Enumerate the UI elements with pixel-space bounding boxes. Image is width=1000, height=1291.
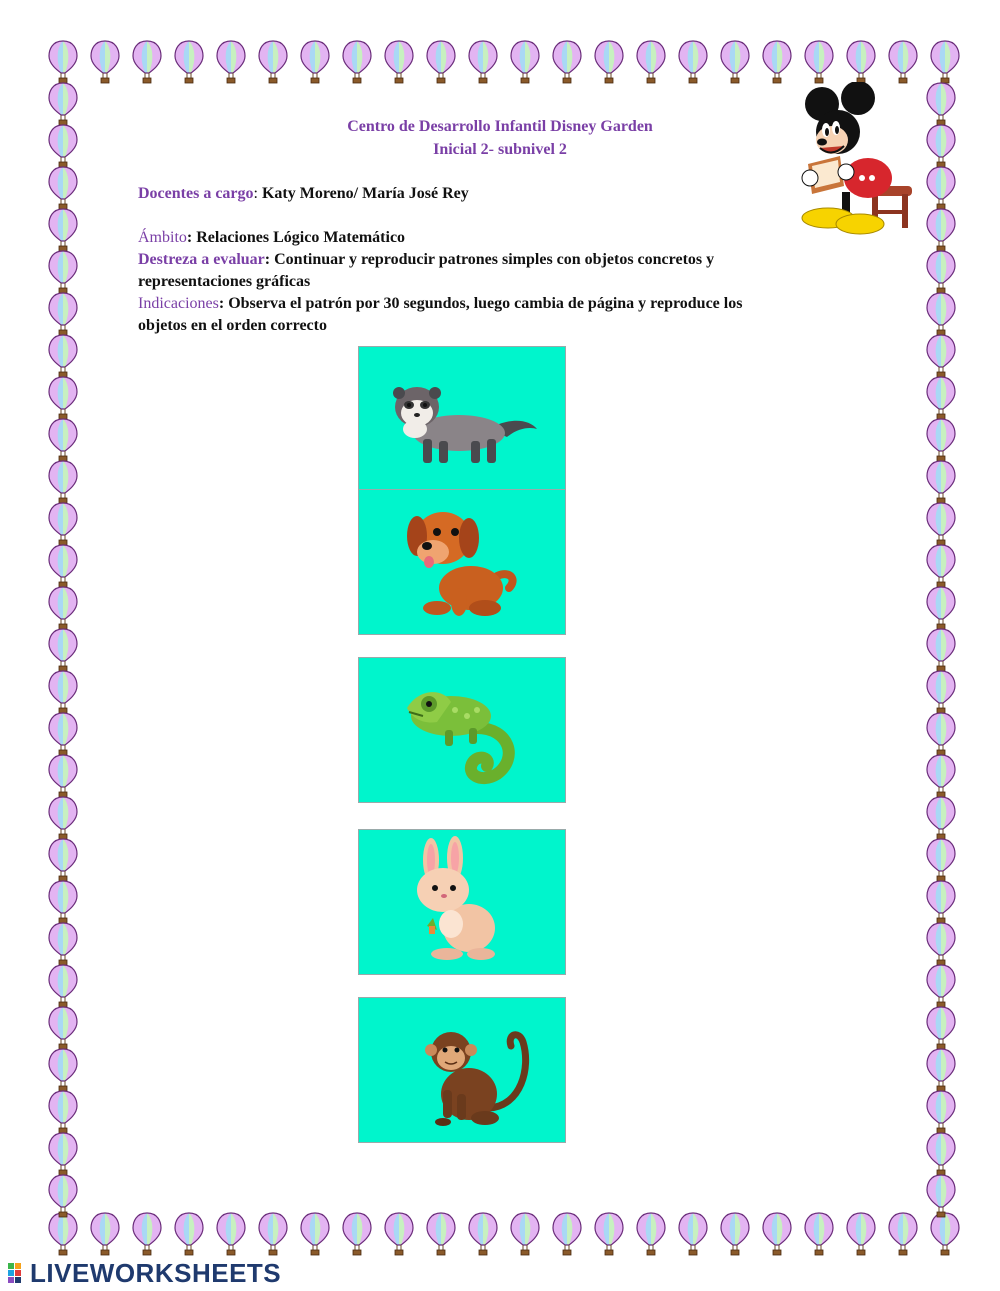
docentes-label: Docentes a cargo	[138, 185, 254, 202]
balloon-icon	[927, 419, 955, 461]
balloon-icon	[49, 629, 77, 671]
balloon-icon	[175, 1213, 203, 1255]
balloon-icon	[889, 1213, 917, 1255]
balloon-icon	[927, 839, 955, 881]
balloon-icon	[927, 587, 955, 629]
indicaciones-line-2: objetos en el orden correcto	[138, 317, 327, 334]
pattern-card-rabbit	[358, 829, 566, 975]
balloon-icon	[49, 1007, 77, 1049]
pattern-card-dog	[358, 489, 566, 635]
balloon-icon	[49, 881, 77, 923]
docentes-value: Katy Moreno/ María José Rey	[261, 185, 469, 202]
balloon-icon	[927, 797, 955, 839]
balloon-icon	[49, 713, 77, 755]
balloon-icon	[679, 41, 707, 83]
pattern-card-chameleon	[358, 657, 566, 803]
balloon-icon	[49, 503, 77, 545]
balloon-icon	[49, 1175, 77, 1217]
balloon-icon	[927, 335, 955, 377]
balloon-icon	[217, 41, 245, 83]
balloon-icon	[427, 41, 455, 83]
balloon-icon	[91, 1213, 119, 1255]
rabbit-icon	[359, 830, 567, 976]
balloon-icon	[511, 1213, 539, 1255]
monkey-icon	[359, 998, 567, 1144]
balloon-icon	[133, 41, 161, 83]
balloon-icon	[49, 1091, 77, 1133]
balloon-icon	[931, 1213, 959, 1255]
balloon-icon	[927, 629, 955, 671]
logo-mark-icon	[8, 1261, 28, 1285]
balloon-icon	[133, 1213, 161, 1255]
balloon-icon	[927, 251, 955, 293]
balloon-icon	[637, 41, 665, 83]
balloon-icon	[511, 41, 539, 83]
ferret-icon	[359, 347, 567, 493]
balloon-icon	[927, 755, 955, 797]
balloon-icon	[927, 461, 955, 503]
balloon-icon	[927, 545, 955, 587]
balloon-icon	[49, 965, 77, 1007]
ambito-label: Ámbito	[138, 229, 187, 246]
balloon-icon	[49, 461, 77, 503]
balloon-icon	[679, 1213, 707, 1255]
balloon-icon	[217, 1213, 245, 1255]
balloon-icon	[553, 1213, 581, 1255]
balloon-icon	[343, 41, 371, 83]
dog-icon	[359, 490, 567, 636]
destreza-line	[138, 249, 838, 271]
balloon-icon	[927, 881, 955, 923]
balloon-icon	[847, 1213, 875, 1255]
balloon-icon	[259, 1213, 287, 1255]
pattern-card-monkey	[358, 997, 566, 1143]
school-name: Centro de Desarrollo Infantil Disney Garden	[347, 118, 653, 135]
balloon-icon	[805, 1213, 833, 1255]
balloon-icon	[49, 923, 77, 965]
balloon-icon	[927, 713, 955, 755]
balloon-icon	[49, 545, 77, 587]
balloon-icon	[49, 1133, 77, 1175]
indicaciones-label: Indicaciones	[138, 295, 219, 312]
balloon-icon	[49, 755, 77, 797]
balloon-icon	[49, 839, 77, 881]
balloon-icon	[343, 1213, 371, 1255]
balloon-icon	[927, 1091, 955, 1133]
balloon-icon	[637, 1213, 665, 1255]
ambito-value: : Relaciones Lógico Matemático	[186, 229, 406, 246]
balloon-icon	[49, 41, 77, 83]
docentes-line	[138, 183, 838, 205]
balloon-icon	[927, 1175, 955, 1217]
balloon-icon	[91, 41, 119, 83]
balloon-icon	[927, 923, 955, 965]
balloon-icon	[469, 41, 497, 83]
destreza-label: Destreza a evaluar	[138, 251, 265, 268]
balloon-icon	[49, 293, 77, 335]
balloon-icon	[49, 209, 77, 251]
pattern-card-ferret	[358, 346, 566, 492]
docentes-sep: :	[253, 185, 262, 202]
indicaciones-line	[138, 293, 838, 315]
balloon-icon	[927, 671, 955, 713]
ambito-line	[138, 227, 838, 249]
balloon-icon	[595, 1213, 623, 1255]
balloon-icon	[301, 1213, 329, 1255]
balloon-icon	[931, 41, 959, 83]
balloon-icon	[721, 1213, 749, 1255]
balloon-icon	[927, 965, 955, 1007]
balloon-icon	[49, 587, 77, 629]
balloon-icon	[259, 41, 287, 83]
balloon-icon	[927, 1133, 955, 1175]
balloon-icon	[49, 797, 77, 839]
level-title: Inicial 2- subnivel 2	[433, 141, 567, 158]
balloon-icon	[721, 41, 749, 83]
balloon-icon	[927, 293, 955, 335]
balloon-icon	[763, 1213, 791, 1255]
balloon-icon	[49, 1213, 77, 1255]
balloon-icon	[49, 251, 77, 293]
balloon-icon	[927, 209, 955, 251]
balloon-icon	[49, 377, 77, 419]
balloon-icon	[49, 167, 77, 209]
balloon-icon	[49, 335, 77, 377]
balloon-icon	[469, 1213, 497, 1255]
liveworksheets-logo	[8, 1259, 281, 1287]
balloon-icon	[805, 41, 833, 83]
balloon-icon	[927, 1007, 955, 1049]
balloon-icon	[889, 41, 917, 83]
balloon-icon	[927, 1049, 955, 1091]
mickey-reading-icon	[790, 82, 920, 242]
balloon-icon	[49, 419, 77, 461]
balloon-icon	[175, 41, 203, 83]
indicaciones-value: : Observa el patrón por 30 segundos, luego cambia de página y reproduce los	[218, 295, 743, 312]
balloon-icon	[927, 377, 955, 419]
chameleon-icon	[359, 658, 567, 804]
balloon-icon	[385, 1213, 413, 1255]
destreza-value: : Continuar y reproducir patrones simples con objetos concretos y	[264, 251, 715, 268]
balloon-icon	[595, 41, 623, 83]
balloon-icon	[553, 41, 581, 83]
balloon-icon	[385, 41, 413, 83]
logo-text: LIVEWORKSHEETS	[30, 1257, 282, 1288]
balloon-icon	[927, 503, 955, 545]
balloon-icon	[847, 41, 875, 83]
balloon-icon	[49, 1049, 77, 1091]
balloon-icon	[927, 167, 955, 209]
balloon-icon	[427, 1213, 455, 1255]
balloon-icon	[763, 41, 791, 83]
destreza-line-2: representaciones gráficas	[138, 273, 311, 290]
balloon-icon	[301, 41, 329, 83]
balloon-icon	[49, 671, 77, 713]
